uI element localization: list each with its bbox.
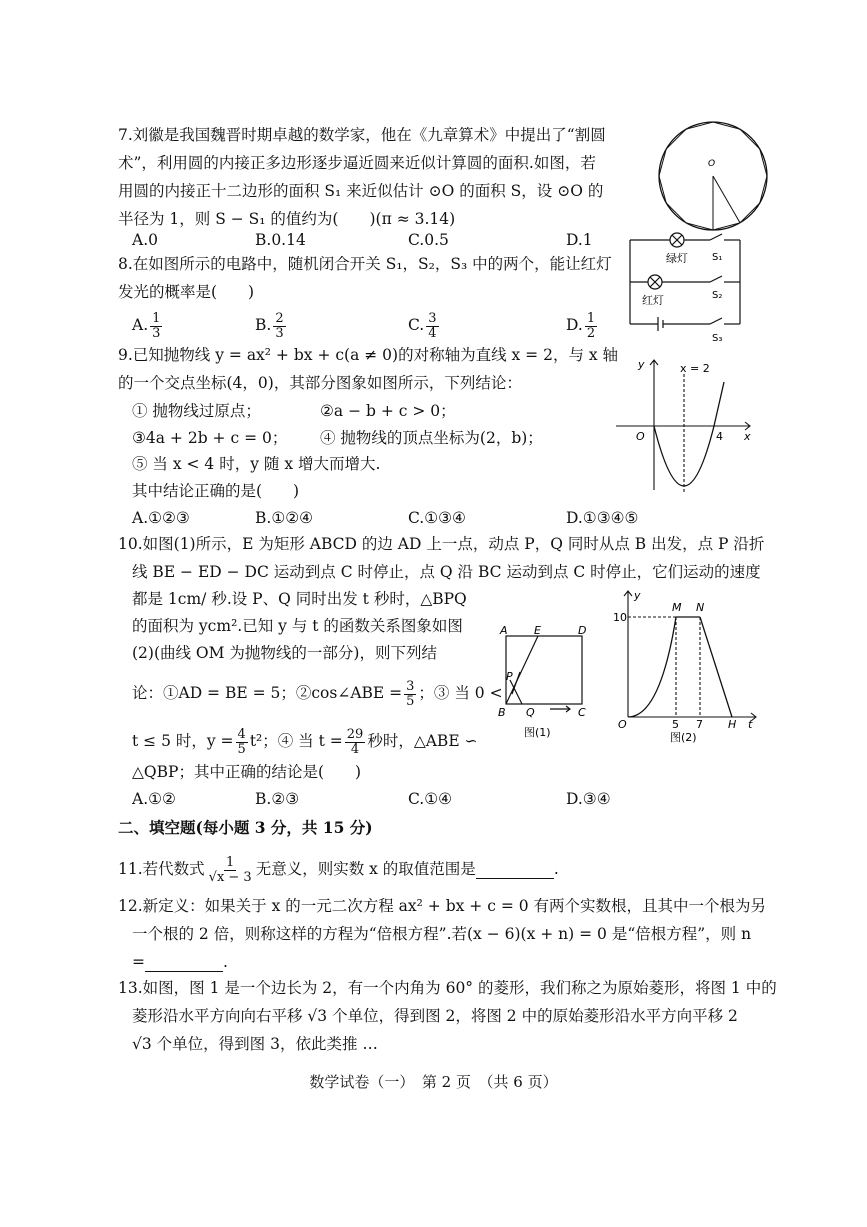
q9-option-b: B.①②④: [255, 509, 314, 527]
q10-time-den: 4: [350, 741, 360, 757]
q13-line-3: √3 个单位，得到图 3，依此类推 …: [132, 1035, 378, 1053]
q10-line-3: 都是 1cm/ 秒.设 P、Q 同时出发 t 秒时，△BPQ: [132, 590, 467, 608]
red-light-label: 红灯: [642, 294, 664, 307]
q8-line-1: 8.在如图所示的电路中，随机闭合开关 S₁，S₂，S₃ 中的两个，能让红灯: [118, 255, 612, 273]
fig1-p-label: P: [506, 670, 513, 683]
q11-den: √x − 3: [208, 869, 252, 885]
dodecagon-figure: [655, 118, 771, 234]
fig2-five-label: 5: [672, 718, 679, 731]
q8-b-den: 3: [275, 325, 284, 341]
q11-answer-blank[interactable]: [476, 862, 554, 879]
q8-option-c-letter: C.: [408, 316, 425, 335]
q8-option-a-letter: A.: [132, 316, 149, 335]
q11-fraction: [207, 856, 254, 884]
q13-line-2: 菱形沿水平方向向右平移 √3 个单位，得到图 2，将图 2 中的原始菱形沿水平方向平移 2: [132, 1007, 738, 1025]
fig9-y-label: y: [638, 358, 645, 371]
fig2-t-label: t: [748, 718, 753, 731]
fig9-origin-label: O: [636, 430, 645, 443]
q10-option-a: A.①②: [132, 790, 176, 808]
section-2-heading: 二、填空题(每小题 3 分，共 15 分): [118, 818, 373, 837]
function-graph-figure-2: [612, 585, 762, 743]
q8-c-den: 4: [428, 325, 437, 341]
q8-line-2: 发光的概率是( ): [118, 283, 255, 301]
fig1-c-label: C: [578, 706, 586, 719]
q10-line-4: 的面积为 ycm².已知 y 与 t 的函数关系图象如图: [132, 617, 463, 635]
fig1-q-label: Q: [526, 706, 535, 719]
q8-option-a: [132, 312, 164, 340]
q10-option-c: C.①④: [408, 790, 453, 808]
q8-a-den: 3: [152, 325, 161, 341]
q9-option-a: A.①②③: [132, 509, 190, 527]
q10-time-num: 29: [346, 727, 364, 742]
fig2-seven-label: 7: [696, 718, 703, 731]
q12-line-2: 一个根的 2 倍，则称这样的方程为“倍根方程”.若(x − 6)(x + n) = 0 是“倍根方程”，则 n: [132, 925, 752, 943]
fig2-ten-label: 10: [613, 611, 627, 624]
q10-option-b: B.②③: [255, 790, 300, 808]
page-footer: 数学试卷（一） 第 2 页 （共 6 页）: [309, 1073, 558, 1091]
q12-equals: =: [132, 953, 145, 971]
q12-answer-blank[interactable]: [145, 955, 223, 972]
q10-cos-num: 3: [406, 679, 415, 694]
q13-line-1: 13.如图，图 1 是一个边长为 2，有一个内角为 60° 的菱形，我们称之为原始菱形，将图 1 中的: [118, 979, 777, 997]
q10-line-6-part-a: 论：①AD = BE = 5；②cos∠ABE =: [132, 684, 403, 703]
fig1-a-label: A: [500, 624, 508, 637]
q8-option-a-fraction: [150, 312, 162, 340]
q8-b-num: 2: [275, 311, 284, 326]
q7-option-d: D.1: [566, 231, 593, 249]
fig1-e-label: E: [534, 624, 541, 637]
q10-coef-fraction: [236, 728, 248, 756]
q10-option-d: D.③④: [566, 790, 611, 808]
q10-line-5: (2)(曲线 OM 为抛物线的一部分)，则下列结: [132, 644, 437, 662]
q8-option-c-fraction: [426, 312, 438, 340]
fig2-h-label: H: [728, 718, 737, 731]
fig1-d-label: D: [578, 624, 587, 637]
q7-line-3: 用圆的内接正十二边形的面积 S₁ 来近似估计 ⊙O 的面积 S，设 ⊙O 的: [118, 182, 604, 200]
q9-conclusion-4: ④ 抛物线的顶点坐标为(2，b)；: [320, 429, 543, 447]
q10-line-1: 10.如图(1)所示，E 为矩形 ABCD 的边 AD 上一点，动点 P，Q 同时从点 B 出发，点 P 沿折: [118, 535, 765, 553]
fig9-x-label: x: [744, 430, 751, 443]
q8-option-d: [566, 312, 599, 340]
q8-d-num: 1: [586, 311, 596, 326]
rectangle-figure-1: [492, 622, 600, 742]
q7-line-2: 术”，利用圆的内接正多边形逐步逼近圆来近似计算圆的面积.如图，若: [118, 154, 596, 172]
green-light-label: 绿灯: [666, 252, 688, 265]
q8-option-d-fraction: [585, 312, 597, 340]
q10-line-7-part-c: 秒时，△ABE ∽: [367, 732, 478, 751]
q7-line-1: 7.刘徽是我国魏晋时期卓越的数学家，他在《九章算术》中提出了“割圆: [118, 126, 606, 144]
fig2-origin-label: O: [618, 718, 627, 731]
q10-line-6: [132, 680, 503, 708]
q9-option-d: D.①③④⑤: [566, 509, 639, 527]
q8-c-num: 3: [428, 311, 437, 326]
q9-option-c: C.①③④: [408, 509, 466, 527]
q9-line-2: 的一个交点坐标(4，0)，其部分图象如图所示，下列结论：: [118, 374, 522, 392]
q12-line-3: [132, 955, 228, 972]
q10-coef-num: 4: [237, 727, 246, 742]
fig1-b-label: B: [498, 706, 506, 719]
q11-part-a: 11.若代数式: [118, 860, 205, 879]
fig2-y-label: y: [634, 589, 641, 602]
q10-cos-den: 5: [406, 693, 415, 709]
q7-option-b: B.0.14: [255, 231, 306, 249]
q8-option-d-letter: D.: [566, 316, 583, 335]
q9-line-3: 其中结论正确的是( ): [132, 482, 300, 500]
q10-line-2: 线 BE − ED − DC 运动到点 C 时停止，点 Q 沿 BC 运动到点 C 时停止，它们运动的速度: [132, 563, 761, 581]
q11-part-b: 无意义，则实数 x 的取值范围是: [255, 860, 476, 879]
q7-line-4: 半径为 1，则 S − S₁ 的值约为( )(π ≈ 3.14): [118, 210, 456, 228]
q8-option-c: [408, 312, 441, 340]
q9-line-1: 9.已知抛物线 y = ax² + bx + c(a ≠ 0)的对称轴为直线 x = 2，与 x 轴: [118, 346, 619, 364]
q10-time-fraction: [345, 728, 366, 756]
q11-end: .: [553, 860, 559, 879]
q7-option-c: C.0.5: [408, 231, 449, 249]
q8-option-b-fraction: [273, 312, 285, 340]
fig9-axis-line-label: x = 2: [680, 362, 710, 375]
q9-conclusion-2: ②a − b + c > 0；: [320, 402, 456, 420]
q8-a-num: 1: [152, 311, 161, 326]
q8-option-b: [255, 312, 288, 340]
fig2-n-label: N: [696, 601, 705, 614]
q10-coef-den: 5: [237, 741, 246, 757]
q10-line-7-part-b: t²；④ 当 t =: [249, 732, 343, 751]
switch-s3-label: S₃: [712, 333, 723, 344]
switch-s2-label: S₂: [712, 290, 723, 301]
q12-line-1: 12.新定义：如果关于 x 的一元二次方程 ax² + bx + c = 0 有两个实数根，且其中一个根为另: [118, 897, 767, 915]
fig9-four-label: 4: [716, 430, 723, 443]
fig2-m-label: M: [672, 601, 682, 614]
q10-line-7: [132, 728, 478, 756]
fig1-caption: 图(1): [524, 726, 551, 739]
q9-conclusion-1: ① 抛物线过原点；: [132, 402, 261, 420]
q10-line-7-part-a: t ≤ 5 时，y =: [132, 732, 234, 751]
parabola-figure: [612, 352, 757, 497]
q7-option-a: A.0: [132, 231, 158, 249]
q10-cos-fraction: [404, 680, 416, 708]
q12-end: .: [223, 953, 228, 971]
q9-conclusion-5: ⑤ 当 x < 4 时，y 随 x 增大而增大.: [132, 455, 381, 473]
circuit-figure: [622, 232, 752, 344]
q10-line-6-part-b: ；③ 当 0 <: [418, 684, 503, 703]
switch-s1-label: S₁: [712, 252, 723, 263]
q8-d-den: 2: [586, 325, 596, 341]
q10-line-8: △QBP；其中正确的结论是( ): [132, 763, 362, 781]
fig2-caption: 图(2): [670, 731, 697, 744]
fig7-center-label: O: [708, 159, 716, 169]
q11-line: [118, 856, 559, 884]
q9-conclusion-3: ③4a + 2b + c = 0；: [132, 429, 288, 447]
q11-num: 1: [226, 855, 235, 870]
q8-option-b-letter: B.: [255, 316, 272, 335]
